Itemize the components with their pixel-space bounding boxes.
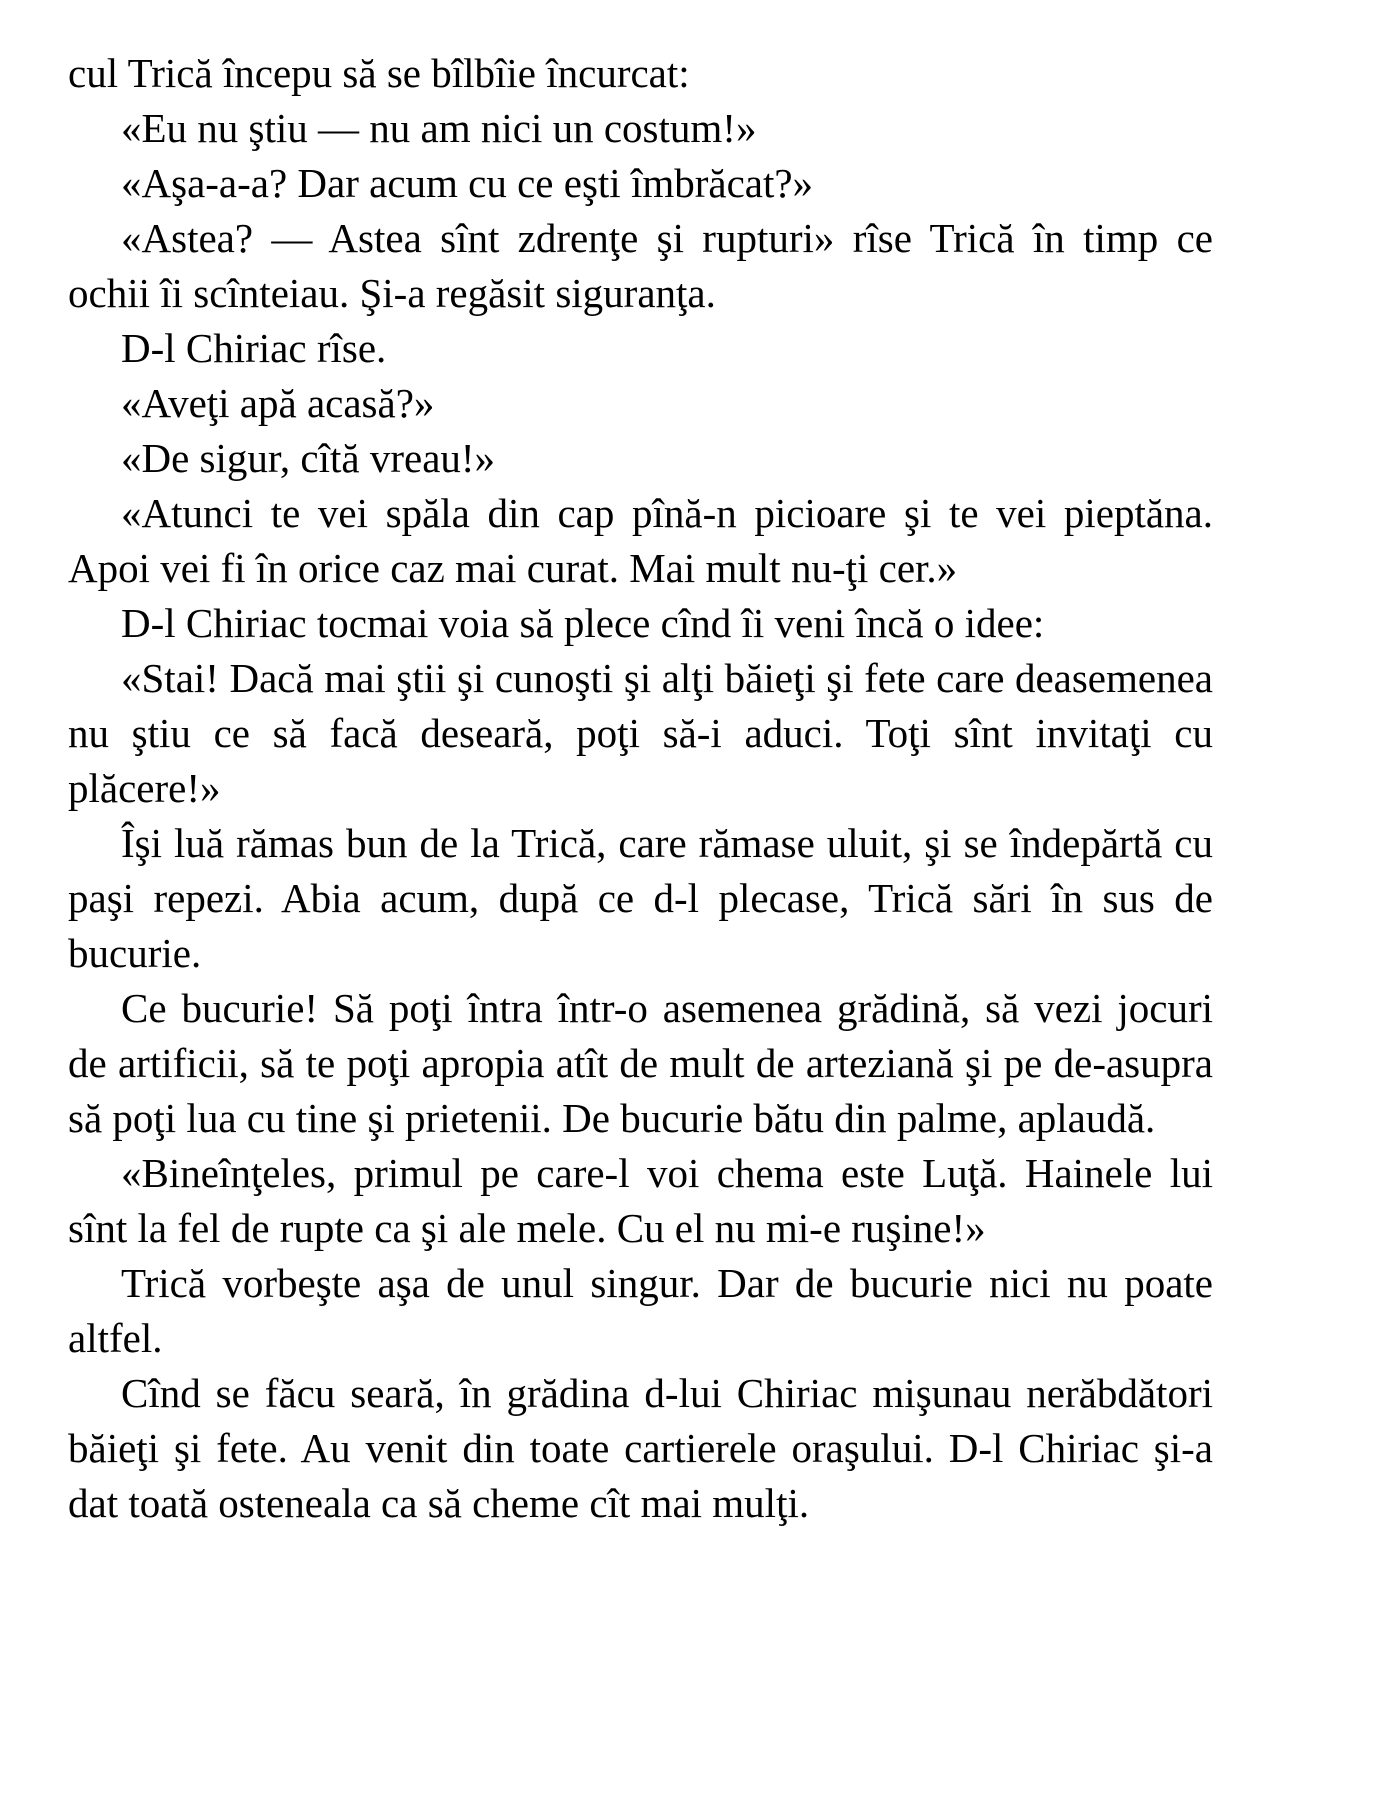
paragraph-4: «Astea? — Astea sînt zdrenţe şi rupturi» rîse Trică în timp ce ochii îi scînteiau. Şi-a regăsit siguranţa. xyxy=(68,215,1213,316)
paragraph-12: Ce bucurie! Să poţi întra într-o asemenea grădină, să vezi jocuri de artificii, să te poţi apropia atît de mult de arteziană şi pe de-asupra să poţi lua cu tine şi prietenii. De bucurie bătu din palme, aplaudă. xyxy=(68,985,1213,1141)
paragraph-13: «Bineînţeles, primul pe care-l voi chema este Luţă. Hainele lui sînt la fel de rupte ca şi ale mele. Cu el nu mi-e ruşine!» xyxy=(68,1150,1213,1251)
paragraph-8: «Atunci te vei spăla din cap pînă-n picioare şi te vei pieptăna. Apoi vei fi în orice caz mai curat. Mai mult nu-ţi cer.» xyxy=(68,490,1213,591)
paragraph-9: D-l Chiriac tocmai voia să plece cînd îi veni încă o idee: xyxy=(121,600,1045,646)
paragraph-11: Îşi luă rămas bun de la Trică, care rămase uluit, şi se îndepărtă cu paşi repezi. Abia acum, după ce d-l plecase, Trică sări în sus de bucurie. xyxy=(68,820,1213,976)
paragraph-15: Cînd se făcu seară, în grădina d-lui Chiriac mişunau nerăbdători băieţi şi fete. Au venit din toate cartierele oraşului. D-l Chiriac şi-a dat toată osteneala ca să cheme cît mai mulţi. xyxy=(68,1370,1213,1526)
paragraph-5: D-l Chiriac rîse. xyxy=(121,325,387,371)
paragraph-10: «Stai! Dacă mai ştii şi cunoşti şi alţi băieţi şi fete care deasemenea nu ştiu ce să facă deseară, poţi să-i aduci. Toţi sînt invitaţi cu plăcere!» xyxy=(68,655,1213,811)
paragraph-2: «Eu nu ştiu — nu am nici un costum!» xyxy=(121,105,757,151)
paragraph-6: «Aveţi apă acasă?» xyxy=(121,380,435,426)
book-page xyxy=(68,46,1213,1531)
paragraph-7: «De sigur, cîtă vreau!» xyxy=(121,435,496,481)
paragraph-14: Trică vorbeşte aşa de unul singur. Dar de bucurie nici nu poate altfel. xyxy=(68,1260,1213,1361)
paragraph-1: cul Trică începu să se bîlbîie încurcat: xyxy=(68,50,690,96)
paragraph-3: «Aşa-a-a? Dar acum cu ce eşti îmbrăcat?» xyxy=(121,160,814,206)
